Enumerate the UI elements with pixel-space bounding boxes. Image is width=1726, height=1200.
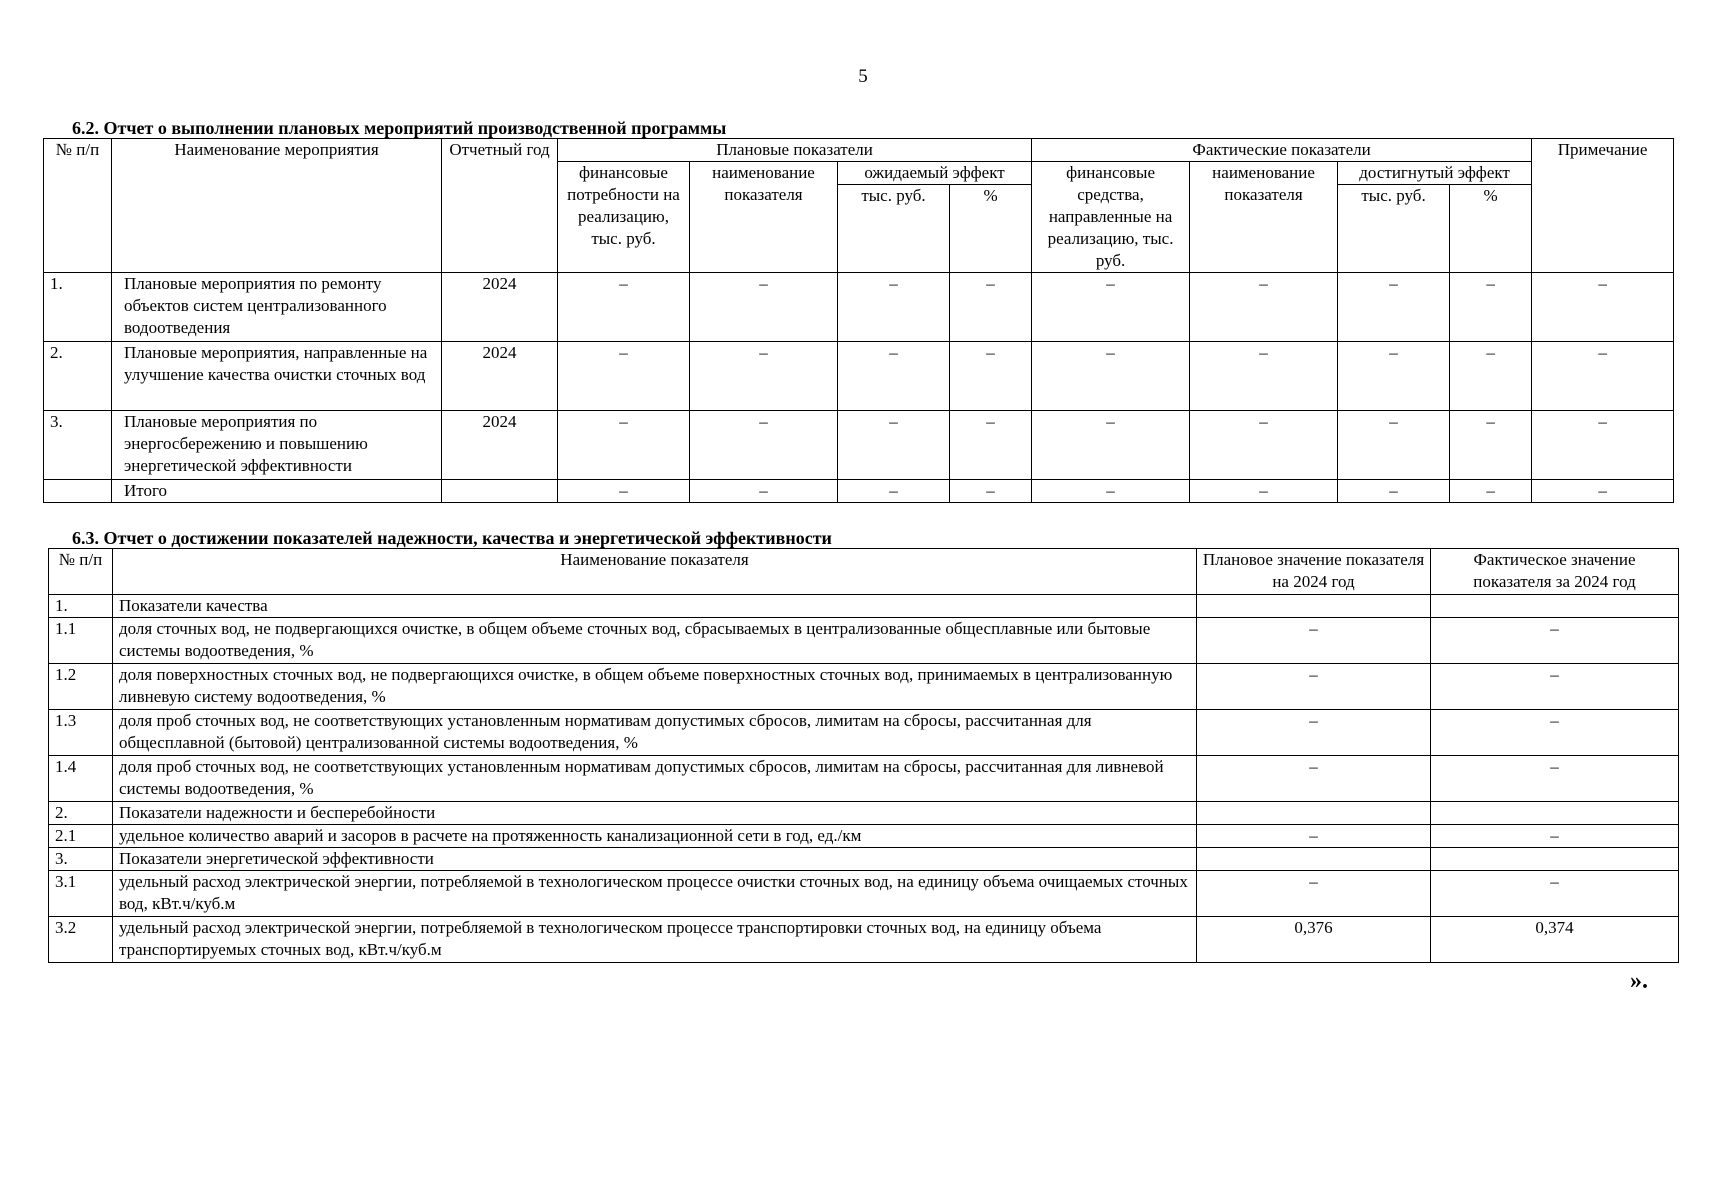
row-plan: – [1197, 664, 1431, 710]
row-value: – [1338, 273, 1450, 342]
header-plan-rub: тыс. руб. [838, 185, 950, 273]
table-row [49, 618, 1679, 664]
row-value: – [558, 342, 690, 411]
row-plan [1197, 848, 1431, 871]
header-num: № п/п [44, 139, 112, 273]
table-row [49, 848, 1679, 871]
row-plan: – [1197, 871, 1431, 917]
row-value: – [1190, 342, 1338, 411]
row-num: 1. [49, 595, 113, 618]
row-value: – [558, 480, 690, 503]
header-num: № п/п [49, 549, 113, 595]
row-num: 3. [49, 848, 113, 871]
row-value: – [950, 273, 1032, 342]
row-fact: – [1431, 618, 1679, 664]
row-value: – [1532, 342, 1674, 411]
row-value: – [1190, 480, 1338, 503]
row-value: – [1032, 342, 1190, 411]
row-num: 3. [44, 411, 112, 480]
closing-quote-mark: ». [1630, 968, 1648, 994]
row-num: 2. [49, 802, 113, 825]
row-num: 1.4 [49, 756, 113, 802]
row-num: 1.3 [49, 710, 113, 756]
table-row [44, 273, 1674, 342]
row-value: – [690, 273, 838, 342]
row-value: – [558, 273, 690, 342]
table-row [49, 825, 1679, 848]
row-value: – [1338, 342, 1450, 411]
table-6-3 [48, 548, 1679, 963]
row-value: – [690, 480, 838, 503]
row-num: 1.1 [49, 618, 113, 664]
header-plan-fin: финансовые потребности на реализацию, тыс. руб. [558, 162, 690, 273]
row-fact: – [1431, 825, 1679, 848]
row-plan [1197, 595, 1431, 618]
row-value: – [950, 411, 1032, 480]
row-fact: – [1431, 871, 1679, 917]
row-value: – [838, 273, 950, 342]
header-plan-pct: % [950, 185, 1032, 273]
row-name: удельное количество аварий и засоров в расчете на протяженность канализационной сети в год, ед./км [113, 825, 1197, 848]
row-name: доля сточных вод, не подвергающихся очистке, в общем объеме сточных вод, сбрасываемых в централизованные общесплавные или бытовые системы водоотведения, % [113, 618, 1197, 664]
header-name: Наименование мероприятия [112, 139, 442, 273]
row-year: 2024 [442, 342, 558, 411]
row-value: – [690, 411, 838, 480]
row-value: – [690, 342, 838, 411]
table-row [44, 411, 1674, 480]
row-fact: 0,374 [1431, 917, 1679, 963]
row-value: – [838, 480, 950, 503]
row-value: – [1450, 480, 1532, 503]
section-6-2-title: 6.2. Отчет о выполнении плановых мероприятий производственной программы [72, 118, 727, 138]
row-num [44, 480, 112, 503]
row-value: – [950, 480, 1032, 503]
row-name: Плановые мероприятия по ремонту объектов систем централизованного водоотведения [112, 273, 442, 342]
row-value: – [838, 342, 950, 411]
table-6-2 [43, 138, 1674, 503]
row-value: – [1032, 273, 1190, 342]
row-value: – [1190, 273, 1338, 342]
row-name: удельный расход электрической энергии, потребляемой в технологическом процессе очистки сточных вод, на единицу объема очищаемых сточных вод, кВт.ч/куб.м [113, 871, 1197, 917]
row-value: – [1338, 411, 1450, 480]
row-value: – [1032, 480, 1190, 503]
row-value: – [1338, 480, 1450, 503]
table-row [44, 342, 1674, 411]
header-plan-ind: наименование показателя [690, 162, 838, 273]
table-row-total [44, 480, 1674, 503]
row-plan: – [1197, 756, 1431, 802]
row-fact: – [1431, 756, 1679, 802]
row-value: – [1450, 273, 1532, 342]
row-year: 2024 [442, 273, 558, 342]
table-row [49, 595, 1679, 618]
row-fact [1431, 595, 1679, 618]
row-num: 3.2 [49, 917, 113, 963]
row-value: – [1032, 411, 1190, 480]
header-name: Наименование показателя [113, 549, 1197, 595]
header-plan: Плановое значение показателя на 2024 год [1197, 549, 1431, 595]
row-value: – [950, 342, 1032, 411]
page-number: 5 [858, 66, 868, 87]
header-act-fin: финансовые средства, направленные на реализацию, тыс. руб. [1032, 162, 1190, 273]
header-fact: Фактическое значение показателя за 2024 год [1431, 549, 1679, 595]
row-value: – [1450, 342, 1532, 411]
header-act-effect: достигнутый эффект [1338, 162, 1532, 185]
row-name: доля поверхностных сточных вод, не подвергающихся очистке, в общем объеме поверхностных сточных вод, принимаемых в централизованную ливневую систему водоотведения, % [113, 664, 1197, 710]
section-6-3-title: 6.3. Отчет о достижении показателей надежности, качества и энергетической эффективности [72, 528, 832, 548]
row-value: – [1532, 411, 1674, 480]
row-plan: – [1197, 710, 1431, 756]
row-num: 2.1 [49, 825, 113, 848]
row-num: 2. [44, 342, 112, 411]
row-fact: – [1431, 710, 1679, 756]
header-planned: Плановые показатели [558, 139, 1032, 162]
row-name: Плановые мероприятия, направленные на улучшение качества очистки сточных вод [112, 342, 442, 411]
table-row [49, 802, 1679, 825]
header-act-rub: тыс. руб. [1338, 185, 1450, 273]
header-year: Отчетный год [442, 139, 558, 273]
row-name: Показатели качества [113, 595, 1197, 618]
table-row [49, 871, 1679, 917]
row-plan: 0,376 [1197, 917, 1431, 963]
row-value: – [1450, 411, 1532, 480]
row-name: доля проб сточных вод, не соответствующих установленным нормативам допустимых сбросов, лимитам на сбросы, рассчитанная для ливневой системы водоотведения, % [113, 756, 1197, 802]
table-row [49, 710, 1679, 756]
row-num: 3.1 [49, 871, 113, 917]
header-note: Примечание [1532, 139, 1674, 273]
row-value: – [1532, 480, 1674, 503]
row-fact [1431, 848, 1679, 871]
row-plan: – [1197, 825, 1431, 848]
row-year [442, 480, 558, 503]
row-name: Показатели энергетической эффективности [113, 848, 1197, 871]
row-value: – [1532, 273, 1674, 342]
row-fact: – [1431, 664, 1679, 710]
table-row [49, 664, 1679, 710]
row-num: 1. [44, 273, 112, 342]
row-value: – [1190, 411, 1338, 480]
table-row [49, 917, 1679, 963]
header-act-ind: наименование показателя [1190, 162, 1338, 273]
header-act-pct: % [1450, 185, 1532, 273]
row-fact [1431, 802, 1679, 825]
row-num: 1.2 [49, 664, 113, 710]
row-name: удельный расход электрической энергии, потребляемой в технологическом процессе транспортировки сточных вод, на единицу объема транспортируемых сточных вод, кВт.ч/куб.м [113, 917, 1197, 963]
header-actual: Фактические показатели [1032, 139, 1532, 162]
row-plan [1197, 802, 1431, 825]
table-row [49, 756, 1679, 802]
row-plan: – [1197, 618, 1431, 664]
row-year: 2024 [442, 411, 558, 480]
row-name: Плановые мероприятия по энергосбережению и повышению энергетической эффективности [112, 411, 442, 480]
row-value: – [558, 411, 690, 480]
header-plan-effect: ожидаемый эффект [838, 162, 1032, 185]
row-name: доля проб сточных вод, не соответствующих установленным нормативам допустимых сбросов, лимитам на сбросы, рассчитанная для общесплавной (бытовой) централизованной системы водоотведения, % [113, 710, 1197, 756]
row-name: Итого [112, 480, 442, 503]
row-name: Показатели надежности и бесперебойности [113, 802, 1197, 825]
row-value: – [838, 411, 950, 480]
